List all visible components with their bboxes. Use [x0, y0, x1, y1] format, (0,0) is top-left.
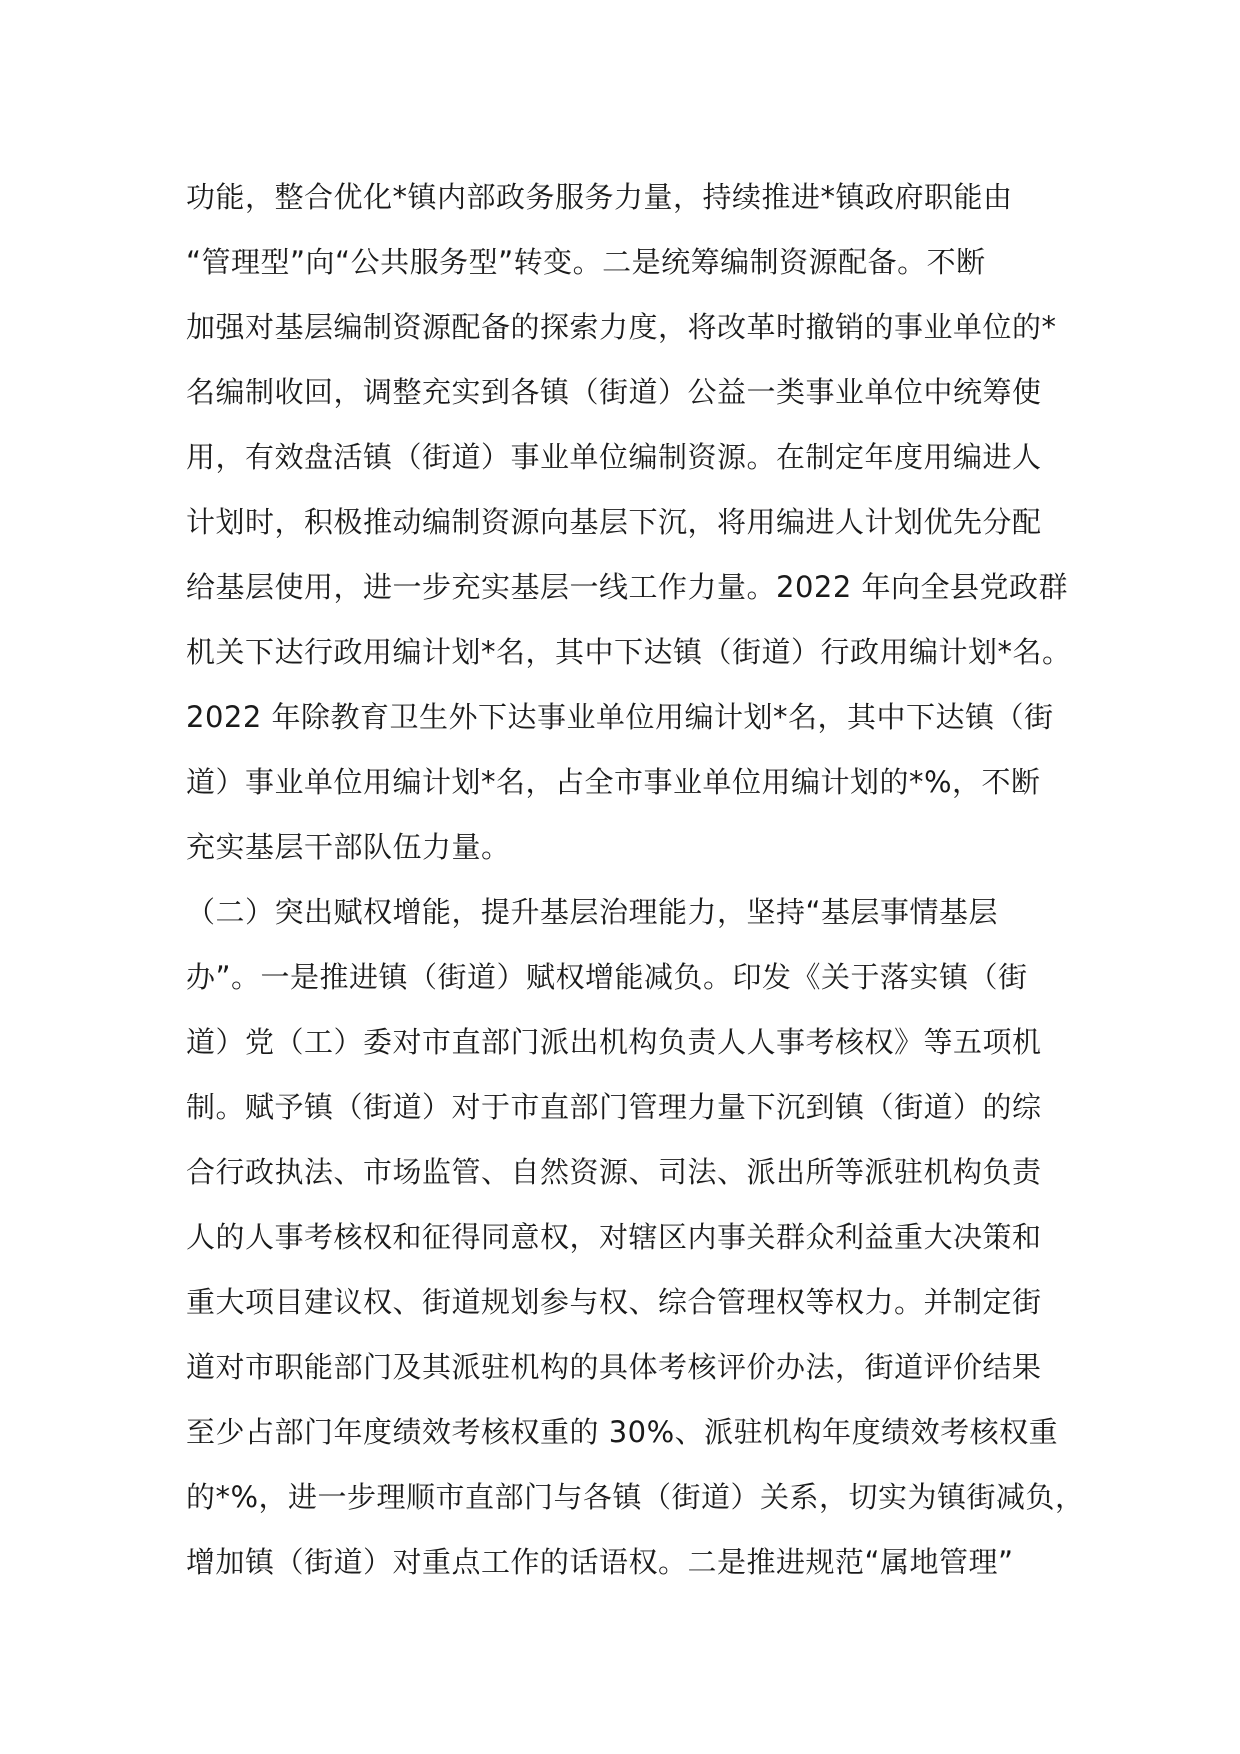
- text-line: 加强对基层编制资源配备的探索力度，将改革时撤销的事业单位的*: [186, 310, 1057, 344]
- document-body: [186, 172, 1086, 1602]
- text-line: 合行政执法、市场监管、自然资源、司法、派出所等派驻机构负责: [186, 1155, 1042, 1189]
- text-line: 功能，整合优化*镇内部政务服务力量，持续推进*镇政府职能由: [186, 180, 1013, 214]
- text-line: 给基层使用，进一步充实基层一线工作力量。2022 年向全县党政群: [186, 570, 1069, 604]
- text-line: 人的人事考核权和征得同意权，对辖区内事关群众利益重大决策和: [186, 1220, 1042, 1254]
- text-line: 道）党（工）委对市直部门派出机构负责人人事考核权》等五项机: [186, 1025, 1042, 1059]
- text-line: 至少占部门年度绩效考核权重的 30%、派驻机构年度绩效考核权重: [186, 1415, 1059, 1449]
- section-heading-line: （二）突出赋权增能，提升基层治理能力，坚持“基层事情基层: [186, 895, 999, 929]
- text-line: 道）事业单位用编计划*名，占全市事业单位用编计划的*%，不断: [186, 765, 1041, 799]
- text-line: 机关下达行政用编计划*名，其中下达镇（街道）行政用编计划*名。: [186, 635, 1072, 669]
- text-line: 增加镇（街道）对重点工作的话语权。二是推进规范“属地管理”: [186, 1545, 1014, 1579]
- text-line: 2022 年除教育卫生外下达事业单位用编计划*名，其中下达镇（街: [186, 700, 1054, 734]
- text-line: “管理型”向“公共服务型”转变。二是统筹编制资源配备。不断: [186, 245, 986, 279]
- text-line: 名编制收回，调整充实到各镇（街道）公益一类事业单位中统筹使: [186, 375, 1042, 409]
- text-line: 办”。一是推进镇（街道）赋权增能减负。印发《关于落实镇（街: [186, 960, 1028, 994]
- text-line: 制。赋予镇（街道）对于市直部门管理力量下沉到镇（街道）的综: [186, 1090, 1042, 1124]
- text-line: 用，有效盘活镇（街道）事业单位编制资源。在制定年度用编进人: [186, 440, 1042, 474]
- text-line: 的*%，进一步理顺市直部门与各镇（街道）关系，切实为镇街减负，: [186, 1480, 1085, 1514]
- text-line: 重大项目建议权、街道规划参与权、综合管理权等权力。并制定街: [186, 1285, 1042, 1319]
- text-line: 计划时，积极推动编制资源向基层下沉，将用编进人计划优先分配: [186, 505, 1042, 539]
- text-line: 充实基层干部队伍力量。: [186, 830, 511, 864]
- text-line: 道对市职能部门及其派驻机构的具体考核评价办法，街道评价结果: [186, 1350, 1042, 1384]
